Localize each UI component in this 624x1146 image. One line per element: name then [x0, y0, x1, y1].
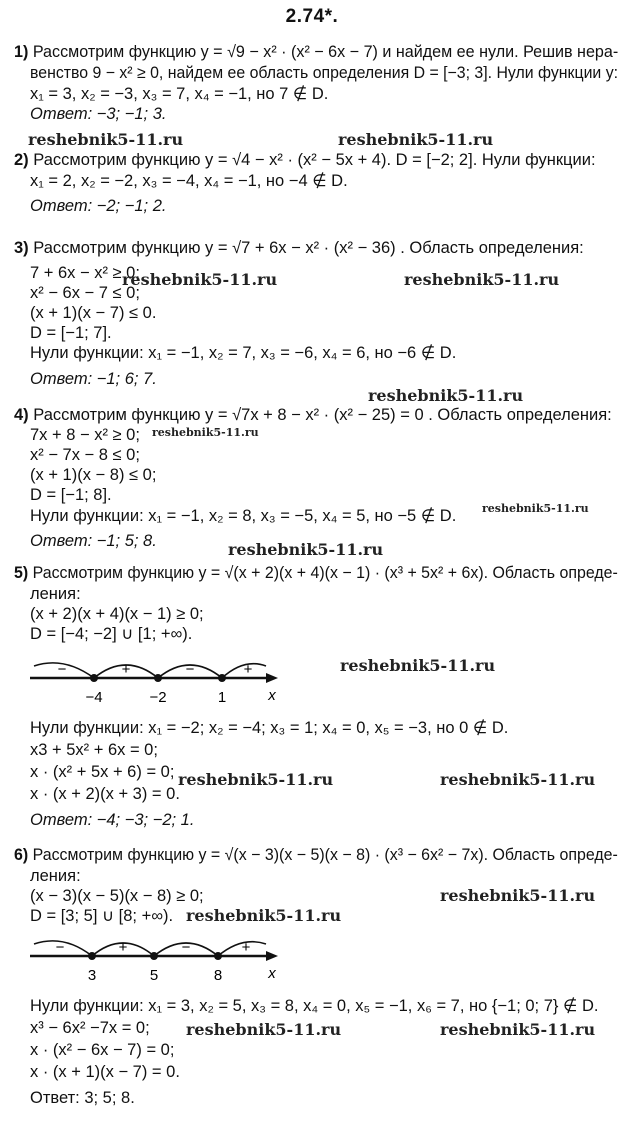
watermark: reshebnik5-11.ru	[28, 130, 184, 149]
s5-text-1: Рассмотрим функцию y = √(x + 2)(x + 4)(x − 1) · (x³ + 5x² + 6x). Область опреде-	[32, 564, 618, 582]
problem-title: 2.74*.	[285, 6, 339, 27]
s1-number: 1)	[14, 43, 29, 61]
s5-point-label-1: −4	[85, 689, 103, 706]
s4-text-1: Рассмотрим функцию y = √7x + 8 − x² · (x² − 25) = 0 . Область определения:	[33, 406, 612, 424]
s6-line-5: Нули функции: x₁ = 3, x₂ = 5, x₃ = 8, x₄ = 0, x₅ = −1, x₆ = 7, но {−1; 0; 7} ∉ D.	[30, 997, 599, 1015]
s5-point-1	[90, 674, 98, 682]
s4-number: 4)	[14, 406, 29, 424]
watermark: reshebnik5-11.ru	[368, 386, 524, 405]
s1-line-2: венство 9 − x² ≥ 0, найдем ее область определения D = [−3; 3]. Нули функции y:	[30, 64, 619, 82]
s3-text-1: Рассмотрим функцию y = √7 + 6x − x² · (x² − 36) . Область определения:	[33, 239, 584, 257]
s6-point-label-2: 5	[149, 967, 159, 984]
s6-sign-3: −	[181, 939, 191, 956]
s4-line-4: (x + 1)(x − 8) ≤ 0;	[30, 466, 157, 484]
watermark: reshebnik5-11.ru	[228, 540, 384, 559]
s5-line-4: D = [−4; −2] ∪ [1; +∞).	[30, 625, 193, 643]
s4-line-6: Нули функции: x₁ = −1, x₂ = 8, x₃ = −5, x₄ = 5, но −5 ∉ D.	[30, 507, 457, 525]
s5-line-2: ления:	[30, 585, 81, 603]
watermark: reshebnik5-11.ru	[404, 270, 560, 289]
s5-point-label-3: 1	[217, 689, 227, 706]
s2-number: 2)	[14, 151, 29, 169]
watermark: reshebnik5-11.ru	[186, 906, 342, 925]
s5-sign-2: +	[121, 661, 131, 678]
s1-line-1	[14, 42, 618, 62]
s6-answer: Ответ: 3; 5; 8.	[30, 1089, 135, 1107]
s6-line-6: x³ − 6x² −7x = 0;	[30, 1019, 150, 1037]
s3-number: 3)	[14, 239, 29, 257]
s2-line-1	[14, 150, 596, 170]
s6-line-4: D = [3; 5] ∪ [8; +∞).	[30, 907, 174, 925]
s6-line-2: ления:	[30, 867, 81, 885]
s5-axis-var: x	[268, 687, 276, 704]
s5-axis-arrow	[266, 673, 278, 683]
s5-point-3	[218, 674, 226, 682]
watermark: reshebnik5-11.ru	[440, 770, 596, 789]
s3-line-6: Нули функции: x₁ = −1, x₂ = 7, x₃ = −6, x₄ = 6, но −6 ∉ D.	[30, 344, 457, 362]
watermark: reshebnik5-11.ru	[178, 770, 334, 789]
s5-line-8: x · (x + 2)(x + 3) = 0.	[30, 785, 180, 803]
s6-line-7: x · (x² − 6x − 7) = 0;	[30, 1041, 175, 1059]
s4-answer: Ответ: −1; 5; 8.	[30, 532, 157, 550]
s3-line-3: x² − 6x − 7 ≤ 0;	[30, 284, 140, 302]
s4-line-2: 7x + 8 − x² ≥ 0;	[30, 426, 140, 444]
s3-answer: Ответ: −1; 6; 7.	[30, 370, 157, 388]
s6-number: 6)	[14, 846, 29, 864]
s6-line-1	[14, 845, 618, 865]
watermark: reshebnik5-11.ru	[440, 1020, 596, 1039]
s6-point-3	[214, 952, 222, 960]
s5-number: 5)	[14, 564, 29, 582]
s5-sign-3: −	[185, 661, 195, 678]
watermark: reshebnik5-11.ru	[122, 270, 278, 289]
s3-line-4: (x + 1)(x − 7) ≤ 0.	[30, 304, 157, 322]
watermark: reshebnik5-11.ru	[440, 886, 596, 905]
s1-line-3: x₁ = 3, x₂ = −3, x₃ = 7, x₄ = −1, но 7 ∉ D.	[30, 85, 329, 103]
s1-answer: Ответ: −3; −1; 3.	[30, 105, 167, 123]
s6-sign-1: −	[55, 939, 65, 956]
s5-sign-4: +	[243, 661, 253, 678]
s3-line-1	[14, 238, 584, 258]
s6-point-label-1: 3	[87, 967, 97, 984]
s4-line-5: D = [−1; 8].	[30, 486, 112, 504]
s6-line-3: (x − 3)(x − 5)(x − 8) ≥ 0;	[30, 887, 204, 905]
s6-line-8: x · (x + 1)(x − 7) = 0.	[30, 1063, 180, 1081]
s6-point-label-3: 8	[213, 967, 223, 984]
s4-line-3: x² − 7x − 8 ≤ 0;	[30, 446, 140, 464]
s4-line-1	[14, 405, 612, 425]
s5-line-6: x3 + 5x² + 6x = 0;	[30, 741, 158, 759]
s3-line-2: 7 + 6x − x² ≥ 0;	[30, 264, 140, 282]
watermark: reshebnik5-11.ru	[340, 656, 496, 675]
s5-line-1	[14, 563, 618, 583]
watermark: reshebnik5-11.ru	[482, 502, 589, 515]
s6-axis-arrow	[266, 951, 278, 961]
s5-line-5: Нули функции: x₁ = −2; x₂ = −4; x₃ = 1; x₄ = 0, x₅ = −3, но 0 ∉ D.	[30, 719, 509, 737]
s5-point-2	[154, 674, 162, 682]
s2-answer: Ответ: −2; −1; 2.	[30, 197, 167, 215]
s6-axis-var: x	[268, 965, 276, 982]
s5-line-3: (x + 2)(x + 4)(x − 1) ≥ 0;	[30, 605, 204, 623]
s2-line-2: x₁ = 2, x₂ = −2, x₃ = −4, x₄ = −1, но −4 ∉ D.	[30, 172, 348, 190]
watermark: reshebnik5-11.ru	[186, 1020, 342, 1039]
s5-sign-1: −	[57, 661, 67, 678]
s5-sign-diagram	[30, 656, 290, 712]
s5-point-label-2: −2	[149, 689, 167, 706]
s6-sign-4: +	[241, 939, 251, 956]
s6-point-1	[88, 952, 96, 960]
watermark: reshebnik5-11.ru	[152, 426, 259, 439]
s6-text-1: Рассмотрим функцию y = √(x − 3)(x − 5)(x − 8) · (x³ − 6x² − 7x). Область опреде-	[32, 846, 618, 864]
s6-sign-diagram	[30, 934, 290, 990]
s6-point-2	[150, 952, 158, 960]
s1-text-1: Рассмотрим функцию y = √9 − x² · (x² − 6x − 7) и найдем ее нули. Решив нера-	[32, 43, 619, 61]
s3-line-5: D = [−1; 7].	[30, 324, 112, 342]
s5-answer: Ответ: −4; −3; −2; 1.	[30, 811, 195, 829]
watermark: reshebnik5-11.ru	[338, 130, 494, 149]
s6-sign-2: +	[118, 939, 128, 956]
s2-text-1: Рассмотрим функцию y = √4 − x² · (x² − 5x + 4). D = [−2; 2]. Нули функции:	[33, 151, 596, 169]
s5-line-7: x · (x² + 5x + 6) = 0;	[30, 763, 175, 781]
